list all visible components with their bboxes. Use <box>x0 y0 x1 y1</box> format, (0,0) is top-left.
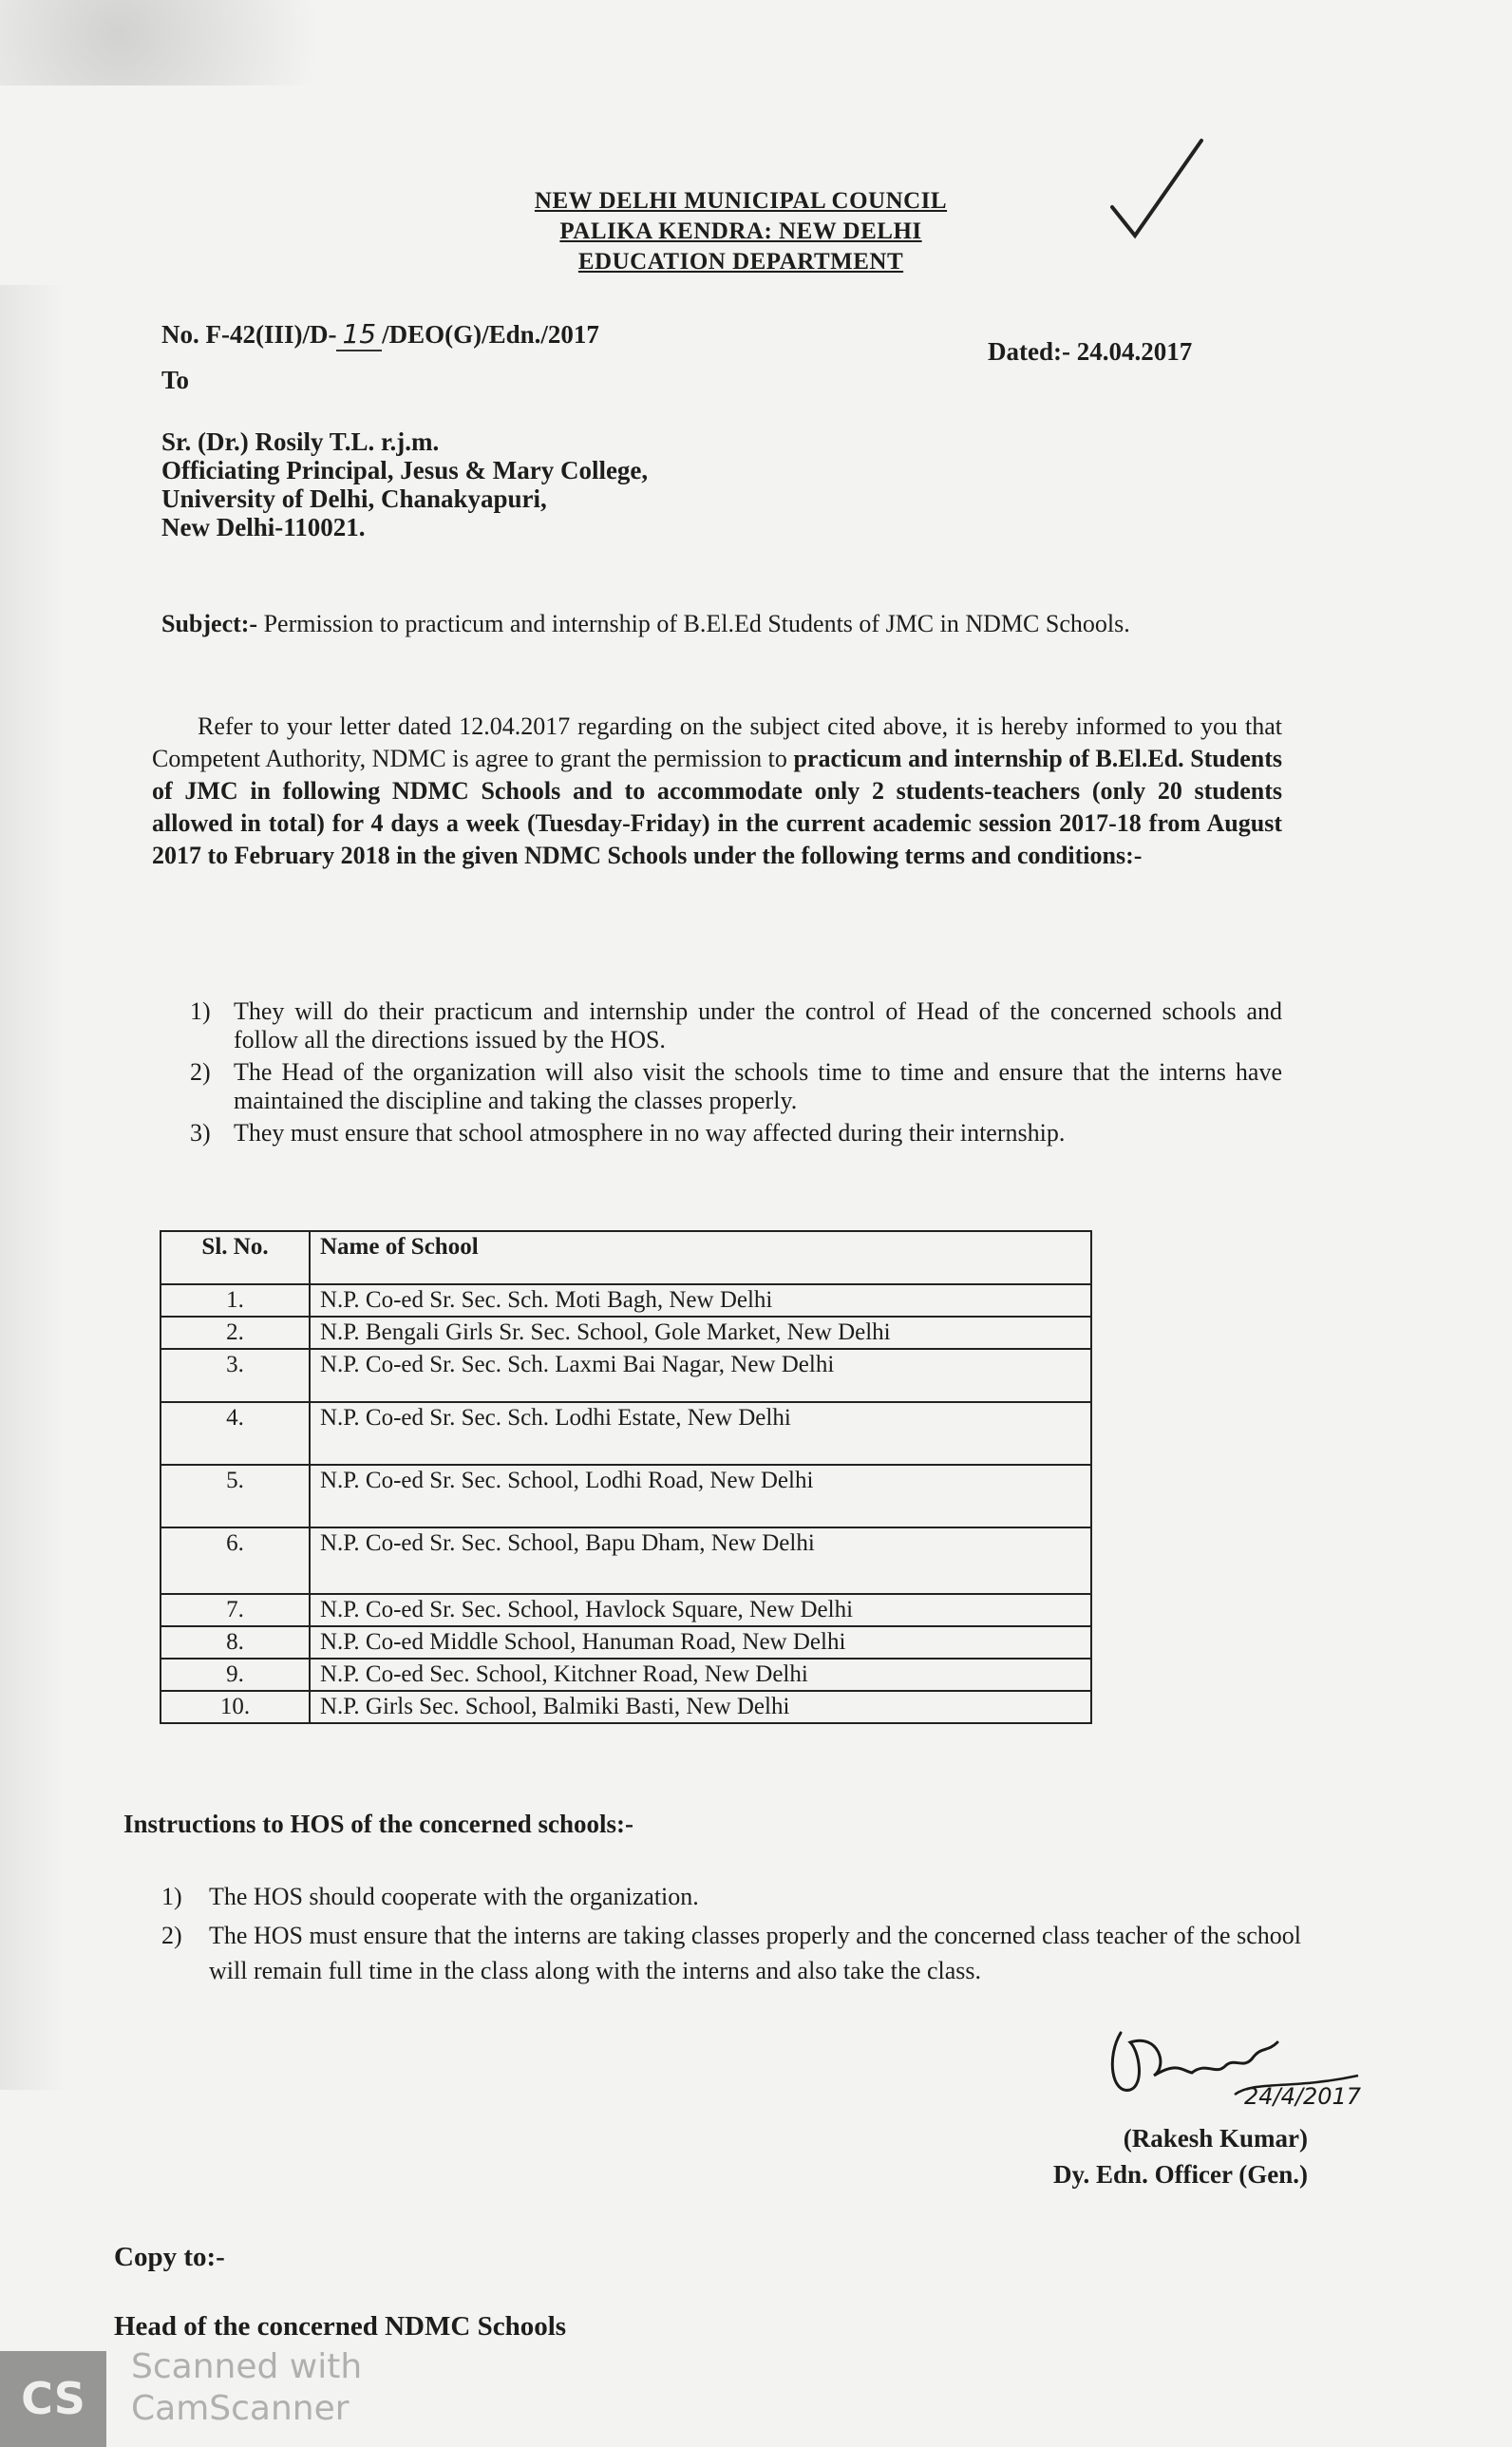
signatory-name: (Rakesh Kumar) <box>1123 2124 1308 2153</box>
instructions-item: 2) The HOS must ensure that the interns are taking classes properly and the concerned class teacher of the school will remain full time in the class along with the interns and also take the class. <box>161 1922 1301 1984</box>
table-row <box>161 1317 1091 1349</box>
column-header-school-name: Name of School <box>310 1231 1091 1284</box>
copy-to-recipient: Head of the concerned NDMC Schools <box>114 2311 567 2342</box>
terms-item: 3) They must ensure that school atmosphere in no way affected during their internship. <box>190 1119 1066 1147</box>
letterhead-line-1: NEW DELHI MUNICIPAL COUNCIL <box>534 188 948 214</box>
table-cell-sl: 1. <box>161 1284 310 1317</box>
to-label: To <box>161 366 190 394</box>
table-cell-school: N.P. Girls Sec. School, Balmiki Basti, New Delhi <box>310 1691 1091 1723</box>
table-cell-sl: 10. <box>161 1691 310 1723</box>
svg-text:24/4/2017: 24/4/2017 <box>1244 2083 1362 2109</box>
table-cell-school: N.P. Co-ed Sr. Sec. Sch. Laxmi Bai Nagar, New Delhi <box>310 1349 1091 1402</box>
camscanner-watermark: Scanned with CamScanner <box>131 2347 363 2428</box>
signatory-designation: Dy. Edn. Officer (Gen.) <box>1053 2160 1308 2189</box>
table-row <box>161 1465 1091 1527</box>
table-cell-sl: 9. <box>161 1659 310 1691</box>
table-cell-sl: 6. <box>161 1527 310 1594</box>
scan-shadow <box>0 285 66 2090</box>
checkmark-icon <box>1106 133 1211 247</box>
table-cell-school: N.P. Co-ed Sec. School, Kitchner Road, New Delhi <box>310 1659 1091 1691</box>
table-cell-school: N.P. Bengali Girls Sr. Sec. School, Gole Market, New Delhi <box>310 1317 1091 1349</box>
letter-date: Dated:- 24.04.2017 <box>988 337 1193 366</box>
instructions-list <box>161 1879 1301 1992</box>
table-row <box>161 1402 1091 1465</box>
letterhead-line-3: EDUCATION DEPARTMENT <box>577 249 904 275</box>
table-row <box>161 1349 1091 1402</box>
body-paragraph: Refer to your letter dated 12.04.2017 regarding on the subject cited above, it is hereby informed to you that Competent Authority, NDMC is agree to grant the permission to practicum and internship of B.El.Ed. Students of JMC in following NDMC Schools and to accommodate only 2 students-teachers (only 20 students allowed in total) for 4 days a week (Tuesday-Friday) in the current academic session 2017-18 from August 2017 to February 2018 in the given NDMC Schools under the following terms and conditions:- <box>152 712 1283 869</box>
table-row <box>161 1594 1091 1626</box>
table-header-row <box>161 1231 1091 1284</box>
instructions-item: 1) The HOS should cooperate with the organization. <box>161 1883 699 1910</box>
table-cell-sl: 7. <box>161 1594 310 1626</box>
column-header-sl-no: Sl. No. <box>161 1231 310 1284</box>
scan-noise <box>0 0 399 85</box>
reference-number: No. F-42(III)/D- 15 /DEO(G)/Edn./2017 <box>161 318 599 350</box>
table-cell-school: N.P. Co-ed Sr. Sec. School, Havlock Square, New Delhi <box>310 1594 1091 1626</box>
camscanner-logo: CS <box>0 2351 106 2447</box>
table-row <box>161 1659 1091 1691</box>
letterhead-line-2: PALIKA KENDRA: NEW DELHI <box>559 218 922 244</box>
recipient-address: Sr. (Dr.) Rosily T.L. r.j.m. Officiating Principal, Jesus & Mary College, University of Delhi, Chanakyapuri, New Delhi-110021. <box>161 427 649 541</box>
subject-line: Subject:- Permission to practicum and internship of B.El.Ed Students of JMC in NDMC Schools. <box>161 610 1130 637</box>
table-row <box>161 1527 1091 1594</box>
instructions-heading: Instructions to HOS of the concerned schools:- <box>123 1810 633 1838</box>
table-row <box>161 1691 1091 1723</box>
table-cell-sl: 4. <box>161 1402 310 1465</box>
table-cell-school: N.P. Co-ed Sr. Sec. Sch. Moti Bagh, New Delhi <box>310 1284 1091 1317</box>
table-cell-sl: 5. <box>161 1465 310 1527</box>
reference-handwritten-number: 15 <box>336 318 382 351</box>
table-cell-sl: 3. <box>161 1349 310 1402</box>
table-cell-sl: 2. <box>161 1317 310 1349</box>
table-cell-school: N.P. Co-ed Sr. Sec. School, Lodhi Road, New Delhi <box>310 1465 1091 1527</box>
terms-item: 2) The Head of the organization will also visit the schools time to time and ensure that the interns have maintained the discipline and taking the classes properly. <box>190 1058 1282 1114</box>
table-cell-school: N.P. Co-ed Middle School, Hanuman Road, New Delhi <box>310 1626 1091 1659</box>
signatory-block <box>1053 2120 1308 2192</box>
schools-table <box>160 1230 1092 1724</box>
terms-item: 1) They will do their practicum and internship under the control of Head of the concerned schools and follow all the directions issued by the HOS. <box>190 997 1282 1053</box>
table-cell-sl: 8. <box>161 1626 310 1659</box>
table-cell-school: N.P. Co-ed Sr. Sec. School, Bapu Dham, New Delhi <box>310 1527 1091 1594</box>
table-row <box>161 1626 1091 1659</box>
terms-list <box>190 997 1282 1151</box>
handwritten-signature <box>1102 2004 1368 2109</box>
table-cell-school: N.P. Co-ed Sr. Sec. Sch. Lodhi Estate, New Delhi <box>310 1402 1091 1465</box>
table-row <box>161 1284 1091 1317</box>
copy-to-label: Copy to:- <box>114 2242 225 2272</box>
